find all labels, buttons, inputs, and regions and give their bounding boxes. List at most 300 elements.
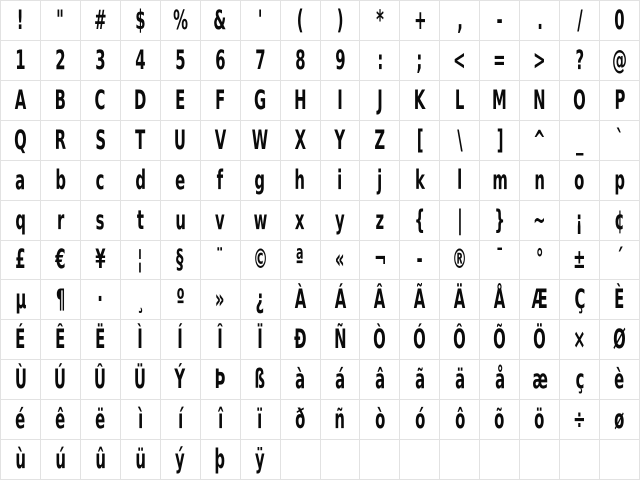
glyph-cell xyxy=(1,1,41,41)
glyph: Í xyxy=(177,324,183,356)
glyph: _ xyxy=(575,124,584,156)
glyph: Ð xyxy=(293,324,307,356)
glyph: u xyxy=(174,204,186,236)
glyph-cell xyxy=(600,440,640,480)
glyph: ` xyxy=(615,124,624,156)
glyph: B xyxy=(54,84,67,116)
glyph-cell xyxy=(440,400,480,440)
glyph-cell xyxy=(440,201,480,241)
glyph-cell xyxy=(121,81,161,121)
glyph: 4 xyxy=(135,44,146,76)
glyph-cell xyxy=(520,41,560,81)
glyph: s xyxy=(95,204,105,236)
glyph-cell xyxy=(321,320,361,360)
glyph: Ç xyxy=(574,284,586,316)
glyph: Ù xyxy=(14,364,27,396)
glyph: Â xyxy=(374,284,386,316)
glyph-cell xyxy=(1,280,41,320)
glyph: Ô xyxy=(453,324,467,356)
glyph: L xyxy=(455,84,465,116)
glyph-cell xyxy=(400,440,440,480)
glyph-cell xyxy=(121,41,161,81)
glyph: z xyxy=(375,204,385,236)
glyph-cell xyxy=(1,41,41,81)
glyph: Õ xyxy=(493,324,507,356)
glyph-cell xyxy=(161,81,201,121)
glyph-cell xyxy=(281,320,321,360)
glyph-cell xyxy=(161,320,201,360)
glyph-cell xyxy=(201,440,241,480)
glyph: ´ xyxy=(615,244,624,276)
glyph-cell xyxy=(201,81,241,121)
glyph: 3 xyxy=(95,44,106,76)
glyph-cell xyxy=(360,41,400,81)
glyph: U xyxy=(174,124,187,156)
glyph-cell xyxy=(281,360,321,400)
glyph: M xyxy=(492,84,508,116)
glyph-cell xyxy=(400,81,440,121)
glyph: D xyxy=(134,84,147,116)
glyph: 2 xyxy=(55,44,66,76)
glyph-cell xyxy=(81,400,121,440)
glyph: à xyxy=(295,364,306,396)
glyph: V xyxy=(214,124,226,156)
glyph-cell xyxy=(241,241,281,281)
glyph: F xyxy=(215,84,226,116)
glyph-cell xyxy=(41,241,81,281)
glyph: j xyxy=(377,164,383,196)
glyph: µ xyxy=(15,284,26,316)
glyph: È xyxy=(614,284,625,316)
glyph-cell xyxy=(360,360,400,400)
glyph: e xyxy=(175,164,186,196)
glyph: ü xyxy=(134,444,146,476)
glyph-cell xyxy=(560,41,600,81)
glyph-cell xyxy=(520,241,560,281)
glyph: ; xyxy=(416,44,423,76)
glyph: ã xyxy=(414,364,425,396)
glyph-cell xyxy=(1,121,41,161)
glyph: Y xyxy=(334,124,346,156)
glyph-cell xyxy=(440,161,480,201)
glyph: × xyxy=(573,324,586,356)
glyph: ó xyxy=(414,404,425,436)
glyph: C xyxy=(94,84,106,116)
glyph-cell xyxy=(121,360,161,400)
glyph: ¯ xyxy=(496,244,504,276)
glyph-cell xyxy=(600,320,640,360)
glyph: ^ xyxy=(533,124,546,156)
glyph-cell xyxy=(360,320,400,360)
glyph-cell xyxy=(281,41,321,81)
glyph-cell xyxy=(81,81,121,121)
glyph-cell xyxy=(440,41,480,81)
glyph: ¸ xyxy=(136,284,144,316)
glyph: â xyxy=(374,364,385,396)
glyph: · xyxy=(97,284,104,316)
glyph-cell xyxy=(281,201,321,241)
glyph: : xyxy=(376,44,383,76)
glyph-cell xyxy=(121,201,161,241)
glyph: 5 xyxy=(175,44,186,76)
glyph-cell xyxy=(161,121,201,161)
glyph: d xyxy=(134,164,146,196)
glyph-cell xyxy=(241,201,281,241)
glyph: Ê xyxy=(55,324,66,356)
glyph-cell xyxy=(321,241,361,281)
glyph: Ö xyxy=(533,324,546,356)
glyph: ) xyxy=(336,4,344,36)
glyph-cell xyxy=(400,241,440,281)
glyph: v xyxy=(215,204,225,236)
glyph-cell xyxy=(600,81,640,121)
glyph-cell xyxy=(600,241,640,281)
glyph-cell xyxy=(480,360,520,400)
glyph: ¬ xyxy=(373,244,387,276)
glyph-cell xyxy=(560,400,600,440)
glyph: & xyxy=(213,4,227,36)
glyph-cell xyxy=(241,320,281,360)
glyph: * xyxy=(376,4,384,36)
glyph: Ì xyxy=(137,324,144,356)
glyph: ê xyxy=(55,404,66,436)
glyph-cell xyxy=(400,1,440,41)
glyph: 9 xyxy=(334,44,346,76)
glyph-cell xyxy=(281,121,321,161)
glyph-cell xyxy=(321,280,361,320)
glyph-cell xyxy=(560,320,600,360)
glyph-cell xyxy=(1,400,41,440)
glyph: [ xyxy=(416,124,424,156)
glyph-cell xyxy=(520,440,560,480)
glyph: J xyxy=(377,84,383,116)
glyph-cell xyxy=(480,201,520,241)
glyph-cell xyxy=(241,280,281,320)
glyph: ¨ xyxy=(216,244,224,276)
glyph: = xyxy=(493,44,506,76)
glyph: É xyxy=(15,324,26,356)
glyph-cell xyxy=(161,440,201,480)
glyph-cell xyxy=(281,81,321,121)
glyph-cell xyxy=(520,1,560,41)
glyph: i xyxy=(337,164,343,196)
glyph-cell xyxy=(520,400,560,440)
glyph-cell xyxy=(121,241,161,281)
glyph: ~ xyxy=(533,204,546,236)
glyph: » xyxy=(215,284,225,316)
glyph-cell xyxy=(400,320,440,360)
glyph: S xyxy=(94,124,106,156)
glyph: X xyxy=(294,124,306,156)
glyph-cell xyxy=(81,201,121,241)
glyph: £ xyxy=(15,244,26,276)
glyph: ® xyxy=(452,244,468,276)
glyph-cell xyxy=(400,360,440,400)
glyph: î xyxy=(217,404,223,436)
glyph: Ä xyxy=(454,284,466,316)
glyph-cell xyxy=(600,360,640,400)
glyph-cell xyxy=(201,1,241,41)
glyph: G xyxy=(253,84,267,116)
glyph-cell xyxy=(1,440,41,480)
glyph-cell xyxy=(241,81,281,121)
glyph: ñ xyxy=(334,404,346,436)
glyph-cell xyxy=(360,121,400,161)
glyph: h xyxy=(294,164,306,196)
glyph: { xyxy=(414,204,426,236)
glyph: Ý xyxy=(174,364,186,396)
glyph: í xyxy=(177,404,183,436)
glyph-cell xyxy=(600,201,640,241)
glyph-cell xyxy=(241,360,281,400)
glyph: ¥ xyxy=(95,244,106,276)
glyph-cell xyxy=(201,161,241,201)
glyph: ° xyxy=(535,244,544,276)
glyph-cell xyxy=(201,41,241,81)
glyph-cell xyxy=(41,440,81,480)
glyph: p xyxy=(614,164,625,196)
glyph-cell xyxy=(480,1,520,41)
glyph-cell xyxy=(81,1,121,41)
glyph-cell xyxy=(440,280,480,320)
glyph-cell xyxy=(281,241,321,281)
glyph: « xyxy=(335,244,345,276)
glyph: # xyxy=(94,4,107,36)
glyph-cell xyxy=(400,41,440,81)
glyph: f xyxy=(216,164,224,196)
glyph-cell xyxy=(400,121,440,161)
glyph: ò xyxy=(374,404,386,436)
glyph-cell xyxy=(201,241,241,281)
glyph-cell xyxy=(321,41,361,81)
glyph: W xyxy=(251,124,269,156)
glyph: K xyxy=(414,84,426,116)
glyph: Ò xyxy=(373,324,387,356)
glyph-cell xyxy=(600,280,640,320)
glyph: r xyxy=(56,204,65,236)
glyph: / xyxy=(576,4,583,36)
glyph: % xyxy=(172,4,188,36)
glyph: ! xyxy=(17,4,24,36)
glyph-cell xyxy=(520,121,560,161)
glyph: q xyxy=(15,204,26,236)
glyph-cell xyxy=(321,400,361,440)
glyph: n xyxy=(534,164,545,196)
glyph: ø xyxy=(614,404,625,436)
glyph-cell xyxy=(480,400,520,440)
glyph: Æ xyxy=(531,284,548,316)
glyph-cell xyxy=(520,81,560,121)
glyph-cell xyxy=(281,440,321,480)
glyph-cell xyxy=(41,400,81,440)
glyph-cell xyxy=(41,81,81,121)
glyph-cell xyxy=(201,360,241,400)
glyph: ¶ xyxy=(55,284,66,316)
glyph: ý xyxy=(175,444,186,476)
glyph-cell xyxy=(161,1,201,41)
glyph: © xyxy=(252,244,268,276)
glyph-cell xyxy=(440,320,480,360)
glyph: c xyxy=(95,164,105,196)
glyph-cell xyxy=(400,161,440,201)
glyph-cell xyxy=(360,1,400,41)
glyph-cell xyxy=(1,320,41,360)
glyph: \ xyxy=(457,124,463,156)
glyph: } xyxy=(494,204,506,236)
glyph: g xyxy=(254,164,266,196)
glyph-cell xyxy=(520,201,560,241)
glyph-cell xyxy=(400,400,440,440)
glyph-cell xyxy=(281,280,321,320)
glyph-cell xyxy=(41,1,81,41)
glyph-cell xyxy=(440,360,480,400)
glyph-cell xyxy=(321,161,361,201)
glyph: ÷ xyxy=(573,404,586,436)
glyph-cell xyxy=(161,400,201,440)
glyph: Ë xyxy=(95,324,106,356)
glyph: 6 xyxy=(214,44,226,76)
glyph: A xyxy=(14,84,27,116)
glyph-cell xyxy=(480,121,520,161)
glyph-cell xyxy=(81,360,121,400)
glyph: a xyxy=(15,164,26,196)
glyph: Î xyxy=(217,324,223,356)
glyph-cell xyxy=(360,241,400,281)
glyph-cell xyxy=(81,161,121,201)
glyph-cell xyxy=(440,440,480,480)
glyph-cell xyxy=(121,1,161,41)
glyph: ù xyxy=(15,444,26,476)
glyph-cell xyxy=(281,400,321,440)
glyph-cell xyxy=(600,41,640,81)
glyph-cell xyxy=(281,161,321,201)
glyph-cell xyxy=(321,81,361,121)
glyph: û xyxy=(95,444,106,476)
glyph: N xyxy=(533,84,546,116)
glyph-cell xyxy=(41,320,81,360)
glyph-cell xyxy=(560,440,600,480)
glyph-cell xyxy=(201,201,241,241)
glyph-cell xyxy=(161,41,201,81)
glyph: ÿ xyxy=(255,444,265,476)
glyph-cell xyxy=(81,320,121,360)
glyph-cell xyxy=(201,320,241,360)
glyph-cell xyxy=(81,121,121,161)
glyph-cell xyxy=(480,41,520,81)
glyph-cell xyxy=(600,400,640,440)
glyph: Ú xyxy=(54,364,67,396)
glyph-cell xyxy=(560,241,600,281)
glyph: P xyxy=(614,84,625,116)
glyph: T xyxy=(135,124,146,156)
glyph: À xyxy=(294,284,306,316)
glyph: á xyxy=(334,364,345,396)
glyph-cell xyxy=(41,201,81,241)
glyph: ú xyxy=(55,444,66,476)
glyph-cell xyxy=(241,121,281,161)
glyph: l xyxy=(457,164,463,196)
glyph-cell xyxy=(1,161,41,201)
glyph: ? xyxy=(575,44,584,76)
glyph: ì xyxy=(137,404,143,436)
glyph-cell xyxy=(41,121,81,161)
glyph: ' xyxy=(257,4,263,36)
glyph-cell xyxy=(241,161,281,201)
glyph: 0 xyxy=(614,4,625,36)
glyph-cell xyxy=(400,280,440,320)
glyph-cell xyxy=(560,121,600,161)
glyph-cell xyxy=(161,241,201,281)
glyph: ± xyxy=(573,244,586,276)
glyph: | xyxy=(457,204,463,236)
glyph-cell xyxy=(560,360,600,400)
glyph: 1 xyxy=(15,44,26,76)
glyph-cell xyxy=(281,1,321,41)
glyph: t xyxy=(136,204,144,236)
glyph: ð xyxy=(294,404,306,436)
glyph: H xyxy=(293,84,307,116)
glyph: ä xyxy=(454,364,465,396)
glyph: ö xyxy=(534,404,545,436)
glyph-cell xyxy=(520,360,560,400)
glyph: ô xyxy=(454,404,465,436)
glyph-cell xyxy=(121,121,161,161)
glyph-cell xyxy=(241,41,281,81)
glyph: $ xyxy=(135,4,146,36)
glyph-cell xyxy=(201,280,241,320)
glyph-cell xyxy=(480,161,520,201)
glyph-cell xyxy=(121,161,161,201)
glyph: æ xyxy=(531,364,548,396)
glyph: Ã xyxy=(414,284,426,316)
glyph: y xyxy=(335,204,345,236)
glyph: Ó xyxy=(413,324,427,356)
glyph-cell xyxy=(41,41,81,81)
glyph: þ xyxy=(214,444,226,476)
glyph: ï xyxy=(257,404,263,436)
glyph-cell xyxy=(81,41,121,81)
glyph-cell xyxy=(560,1,600,41)
glyph-cell xyxy=(520,280,560,320)
glyph: , xyxy=(456,4,463,36)
glyph: k xyxy=(414,164,425,196)
glyph: ß xyxy=(254,364,266,396)
glyph-cell xyxy=(480,280,520,320)
glyph-cell xyxy=(321,360,361,400)
glyph-cell xyxy=(440,241,480,281)
glyph: > xyxy=(533,44,546,76)
glyph: Å xyxy=(493,284,506,316)
glyph-cell xyxy=(41,280,81,320)
glyph-cell xyxy=(161,201,201,241)
glyph-cell xyxy=(241,400,281,440)
glyph: Ñ xyxy=(333,324,347,356)
glyph-cell xyxy=(1,81,41,121)
glyph-cell xyxy=(1,201,41,241)
glyph: Ï xyxy=(257,324,263,356)
glyph-cell xyxy=(560,280,600,320)
glyph: ¡ xyxy=(576,204,583,236)
glyph-cell xyxy=(81,280,121,320)
glyph-cell xyxy=(321,121,361,161)
glyph: m xyxy=(491,164,508,196)
glyph-cell xyxy=(121,320,161,360)
glyph-cell xyxy=(400,201,440,241)
glyph: . xyxy=(536,4,543,36)
glyph-cell xyxy=(600,121,640,161)
glyph: E xyxy=(175,84,186,116)
glyph-cell xyxy=(480,320,520,360)
